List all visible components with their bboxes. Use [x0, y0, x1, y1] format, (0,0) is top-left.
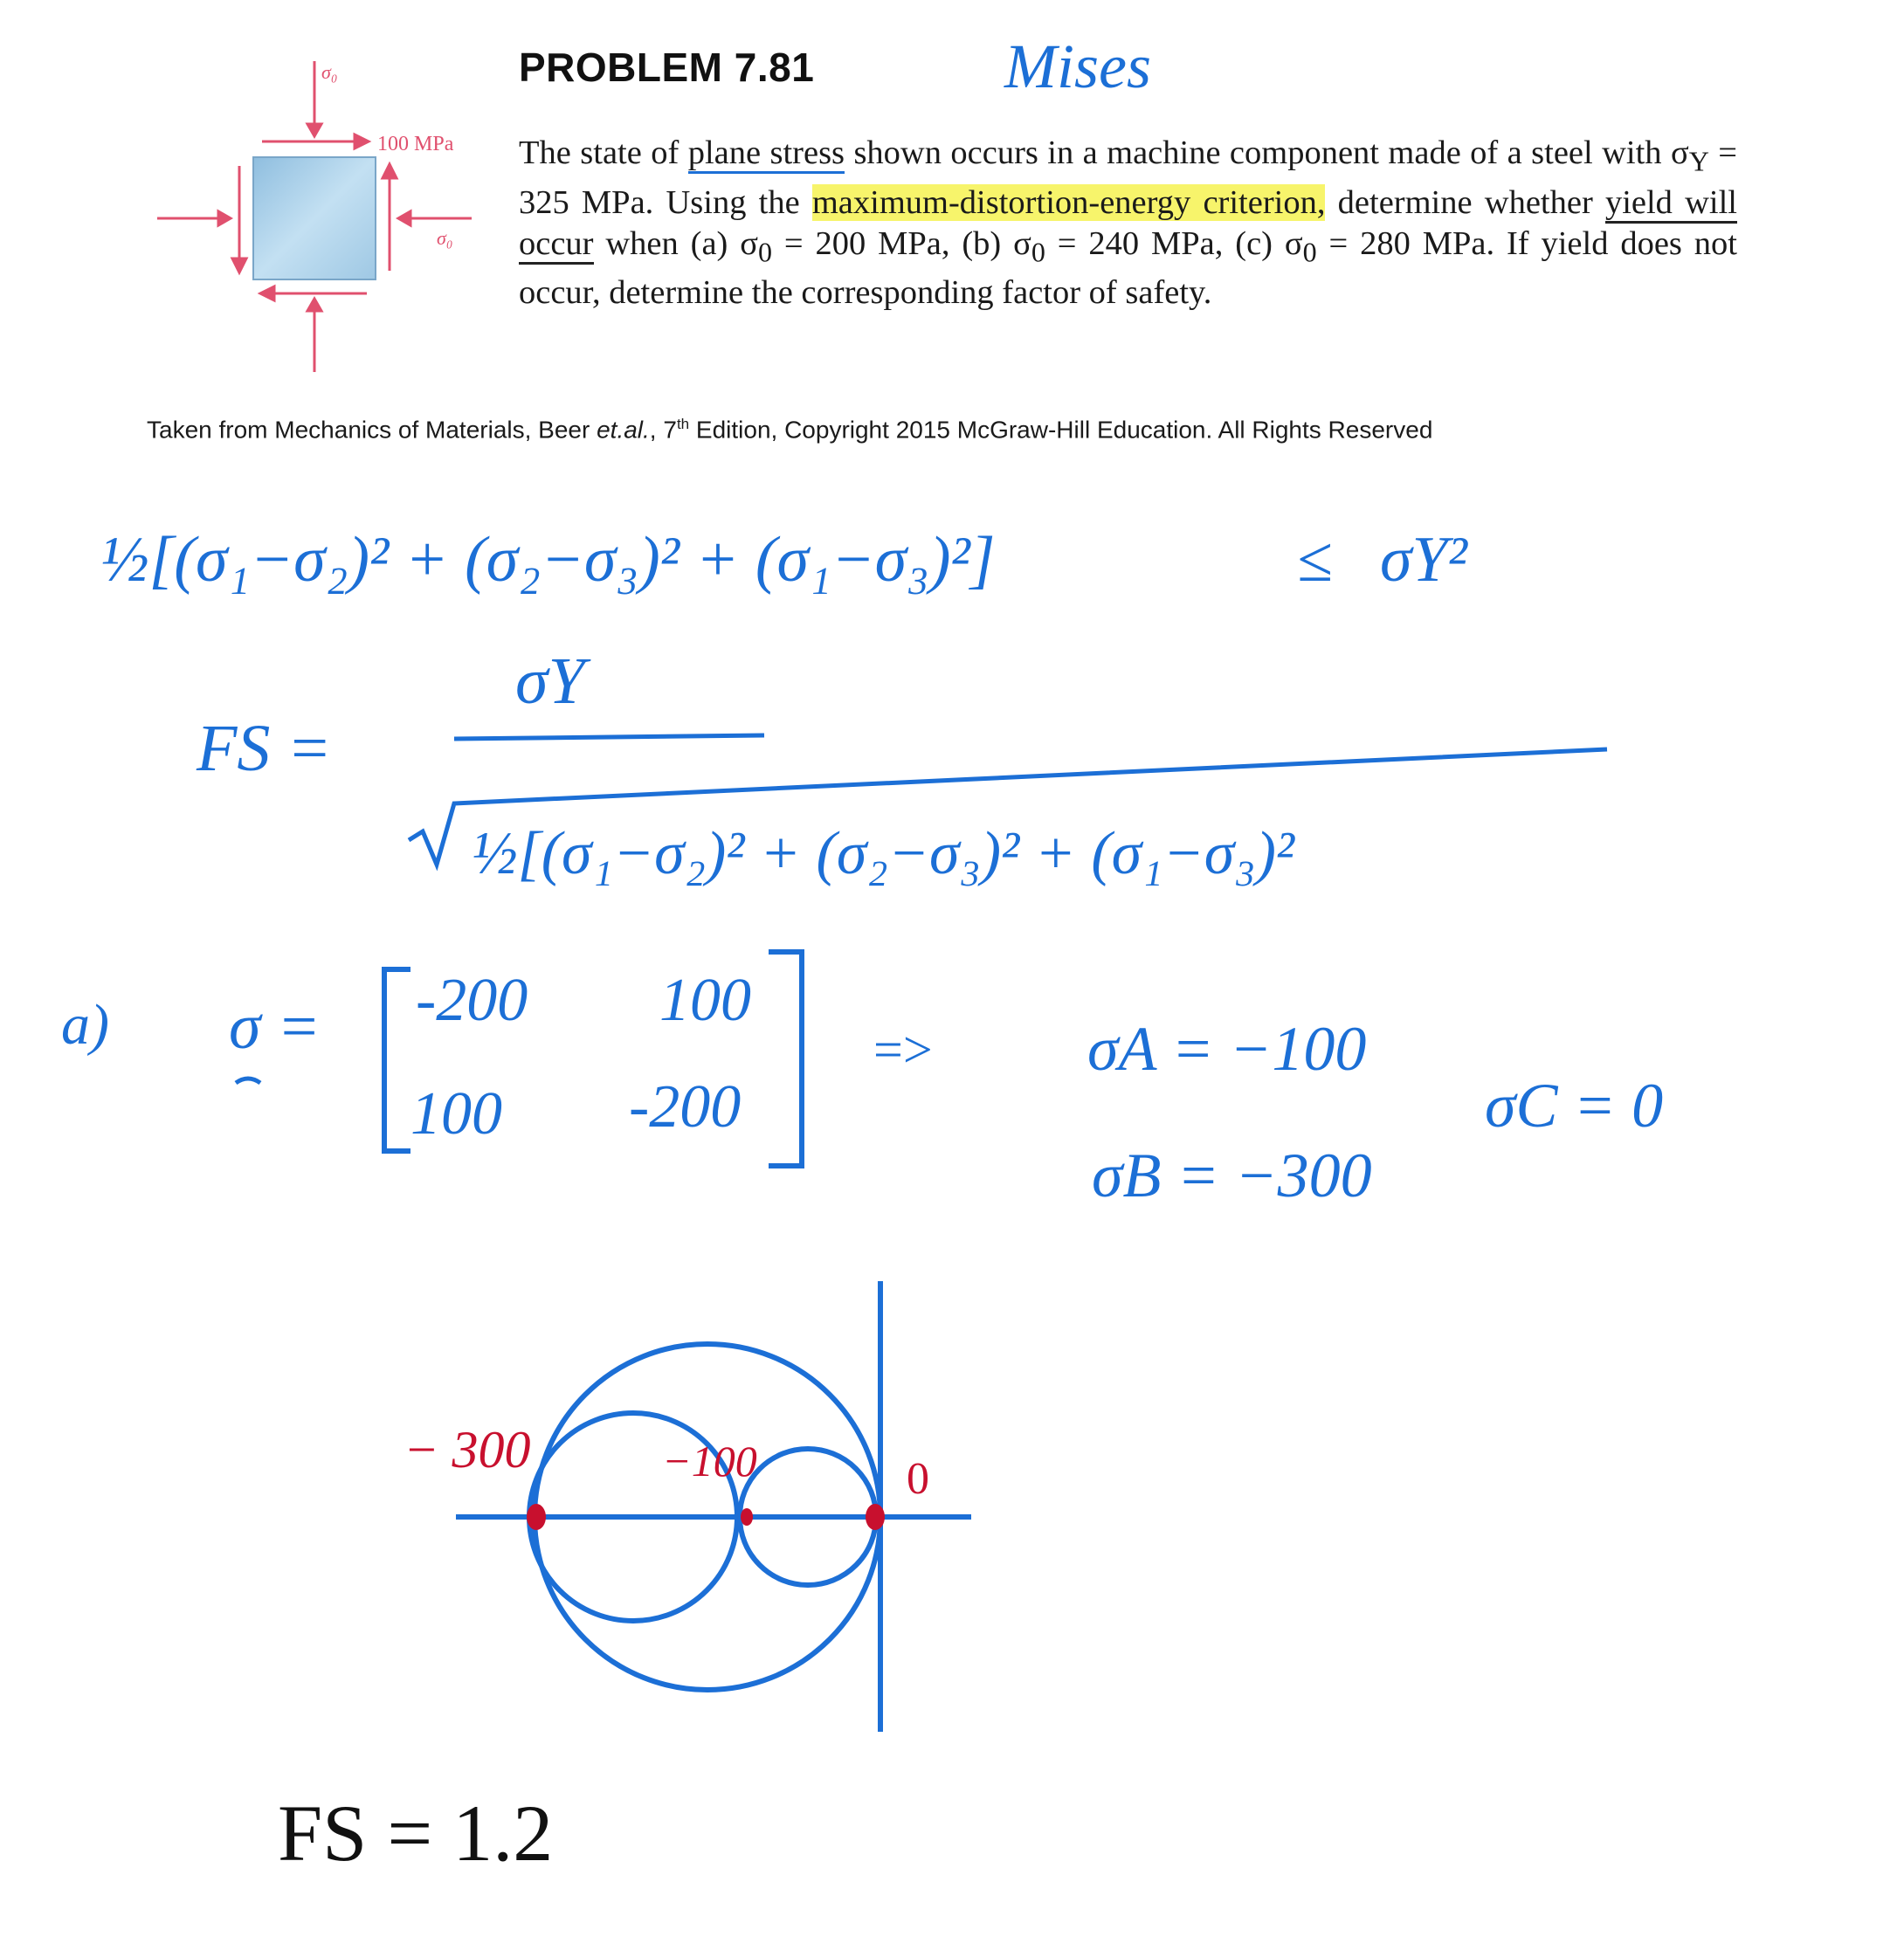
label-minus-300: − 300	[404, 1421, 531, 1479]
source-credit: Taken from Mechanics of Materials, Beer et.al., 7th Edition, Copyright 2015 McGraw-Hill Education. All Rights Reserved	[147, 416, 1433, 444]
sigma-tensor-label: σ =	[229, 991, 321, 1063]
matrix-left-bracket	[384, 969, 410, 1151]
part-a	[61, 952, 1663, 1210]
fs-fraction-bar	[454, 735, 764, 739]
sigma-a-value: σA = −100	[1087, 1014, 1367, 1084]
criterion-right: σY²	[1380, 524, 1467, 596]
tilde-mark	[236, 1079, 260, 1083]
part-label: a)	[61, 993, 109, 1057]
criterion-left: ½[(σ₁−σ₂)² + (σ₂−σ₃)² + (σ₁−σ₃)²]	[100, 524, 996, 596]
fs-label: FS =	[197, 712, 332, 785]
fs-result: FS = 1.2	[278, 1789, 554, 1878]
label-minus-100: −100	[662, 1437, 757, 1485]
highlighted-criterion: maximum-distortion-energy criterion,	[811, 183, 1326, 221]
sigma-b-value: σB = −300	[1092, 1141, 1372, 1210]
sigma-c-value: σC = 0	[1485, 1071, 1664, 1141]
shear-label: 100 MPa	[377, 133, 454, 155]
criterion-le: ≤	[1297, 524, 1333, 596]
label-zero: 0	[907, 1454, 929, 1504]
fs-denominator: ½[(σ₁−σ₂)² + (σ₂−σ₃)² + (σ₁−σ₃)²	[472, 820, 1294, 887]
sigma-top-label: σ₀	[321, 61, 338, 83]
matrix-a12: 100	[659, 967, 751, 1034]
matrix-a21: 100	[410, 1080, 502, 1148]
point-sigma-b	[527, 1504, 546, 1530]
point-sigma-a	[741, 1508, 753, 1526]
matrix-a22: -200	[629, 1073, 742, 1141]
sigma-right-label: σ₀	[437, 227, 453, 249]
problem-statement: The state of plane stress shown occurs in a machine component made of a steel with $\sigma_Y = 325$ MPa. Using the maximum-distortion-energy criterion, determine whether yield will occur when (a) $\sigma_0 = 200$ MPa, (b) $\sigma_0 = 240$ MPa, (c) $\sigma_0 = 280$ MPa. If yield does not occur, determine the corresponding factor of safety.	[519, 134, 1738, 312]
matrix-a11: -200	[416, 967, 528, 1034]
point-sigma-c	[866, 1504, 885, 1530]
von-mises-criterion	[100, 524, 1469, 596]
problem-title: PROBLEM 7.81	[519, 45, 815, 90]
fs-numerator: σY	[515, 645, 585, 718]
matrix-right-bracket	[769, 952, 802, 1166]
mises-note: Mises	[1004, 31, 1151, 101]
fs-formula	[196, 645, 1607, 887]
implies-arrow: =>	[873, 1021, 933, 1079]
